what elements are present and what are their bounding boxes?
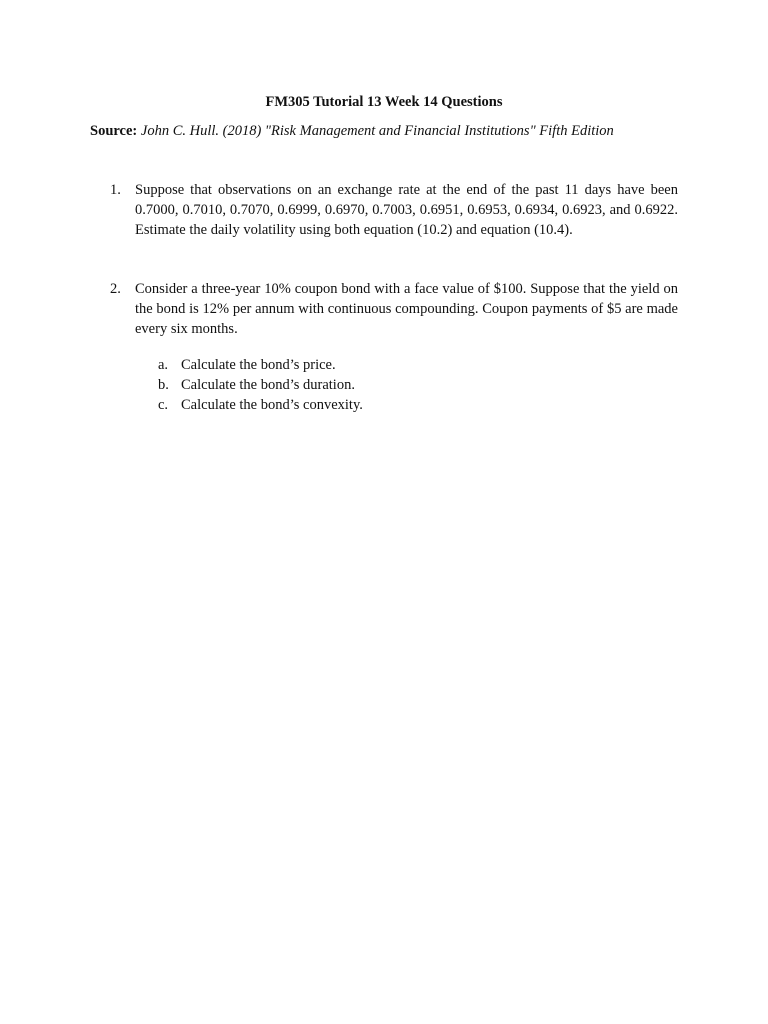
question-2-subitems [158, 355, 558, 415]
source-citation: John C. Hull. (2018) "Risk Management and Financial Institutions" Fifth Edition [140, 123, 614, 139]
subitem-c-text: Calculate the bond’s convexity. [181, 397, 363, 413]
source-line [90, 122, 690, 140]
subitem-b-letter: b. [158, 377, 169, 393]
subitem-c [158, 395, 558, 415]
subitem-a-letter: a. [158, 357, 169, 373]
question-2 [110, 279, 678, 339]
question-2-number: 2. [110, 281, 121, 297]
subitem-c-letter: c. [158, 397, 169, 413]
subitem-b [158, 375, 558, 395]
question-1-text: Suppose that observations on an exchange rate at the end of the past 11 days have been 0.7000, 0.7010, 0.7070, 0.6999, 0.6970, 0.7003, 0.6951, 0.6953, 0.6934, 0.6923, and 0.6922. Estimate the daily volatility using both equation (10.2) and equation (10.4). [135, 182, 678, 238]
subitem-a [158, 355, 558, 375]
source-label: Source: [90, 123, 138, 139]
question-1-number: 1. [110, 182, 121, 198]
document-title: FM305 Tutorial 13 Week 14 Questions [265, 94, 503, 110]
subitem-a-text: Calculate the bond’s price. [181, 357, 336, 373]
subitem-b-text: Calculate the bond’s duration. [181, 377, 355, 393]
question-2-text: Consider a three-year 10% coupon bond with a face value of $100. Suppose that the yield on the bond is 12% per annum with continuous compounding. Coupon payments of $5 are made every six months. [135, 281, 678, 337]
question-1 [110, 180, 678, 240]
